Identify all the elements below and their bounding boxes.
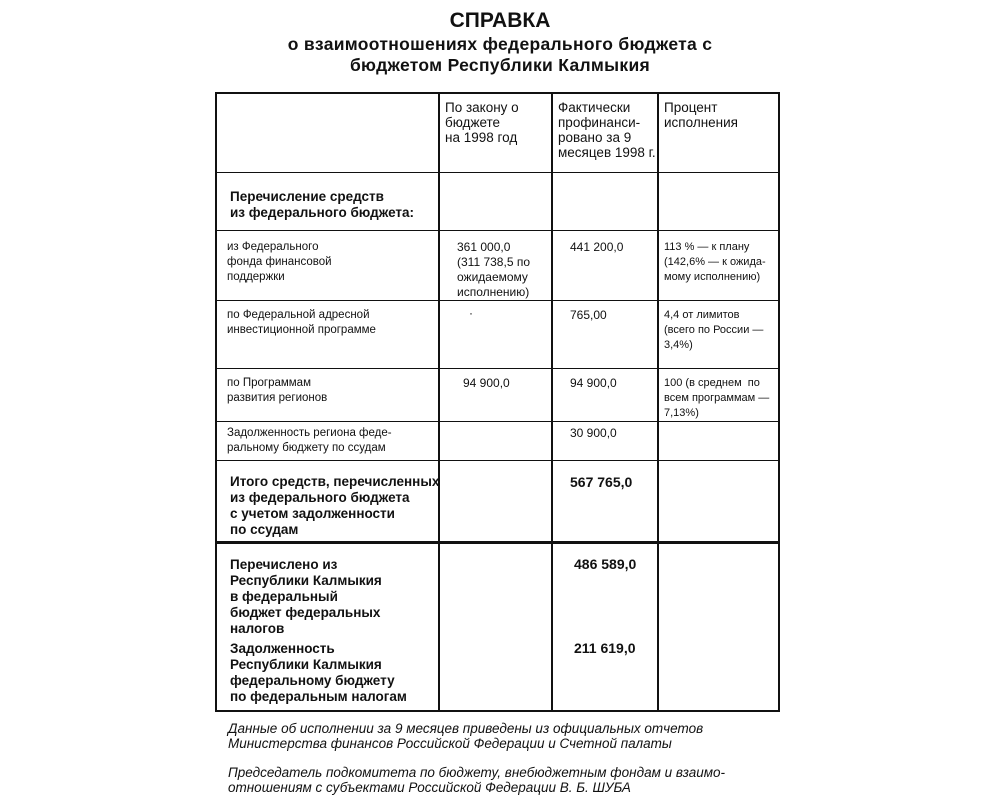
tax-debt-label: Задолженность Республики Калмыкия федеральному бюджету по федеральным налогам <box>230 641 407 704</box>
row-percent-regional-programs: 100 (в среднем по всем программам — 7,13%) <box>664 377 770 419</box>
document-title-block <box>215 8 785 76</box>
header-actual-financed: Фактически профинанси- ровано за 9 месяцев 1998 г. <box>558 100 656 160</box>
document-title: СПРАВКА <box>449 9 551 32</box>
budget-table <box>215 92 780 712</box>
header-execution-percent: Процент исполнения <box>664 100 738 130</box>
total-label: Итого средств, перечисленных из федерального бюджета с учетом задолженности по ссудам <box>230 474 440 537</box>
column-divider <box>438 94 440 710</box>
column-divider <box>551 94 553 710</box>
document-subtitle-line-2: бюджетом Республики Калмыкия <box>349 55 651 75</box>
document-subtitle-line-1: о взаимоотношениях федерального бюджета с <box>287 34 713 54</box>
row-actual-investment-program: 765,00 <box>570 308 607 322</box>
transferred-value: 486 589,0 <box>574 556 637 572</box>
row-divider <box>217 172 778 173</box>
row-divider <box>217 368 778 369</box>
header-law-budget: По закону о бюджете на 1998 год <box>445 100 519 145</box>
column-divider <box>657 94 659 710</box>
total-value: 567 765,0 <box>570 474 633 490</box>
tax-debt-value: 211 619,0 <box>574 640 636 656</box>
row-label-federal-support-fund: из Федерального фонда финансовой поддержки <box>227 241 332 283</box>
row-divider <box>217 230 778 231</box>
row-percent-federal-support-fund: 113 % — к плану (142,6% — к ожида- мому исполнению) <box>664 241 766 283</box>
row-actual-loan-debt: 30 900,0 <box>570 426 617 440</box>
transferred-label: Перечислено из Республики Калмыкия в федеральный бюджет федеральных налогов <box>230 557 382 636</box>
row-law-regional-programs: 94 900,0 <box>463 376 510 390</box>
section-heading: Перечисление средств из федерального бюджета: <box>230 189 415 220</box>
row-divider <box>217 460 778 461</box>
row-actual-regional-programs: 94 900,0 <box>570 376 617 390</box>
row-divider <box>217 300 778 301</box>
row-label-regional-programs: по Программам развития регионов <box>227 377 328 404</box>
row-law-investment-program: · <box>469 306 473 320</box>
row-divider <box>217 541 778 544</box>
row-law-federal-support-fund: 361 000,0 (311 738,5 по ожидаемому исполнению) <box>457 240 530 299</box>
row-label-loan-debt: Задолженность региона феде- ральному бюджету по ссудам <box>227 427 392 454</box>
source-note: Данные об исполнении за 9 месяцев приведены из официальных отчетов Министерства финансов Российской Федерации и Счетной палаты <box>228 721 704 751</box>
row-divider <box>217 421 778 422</box>
row-percent-investment-program: 4,4 от лимитов (всего по России — 3,4%) <box>664 309 764 351</box>
row-label-investment-program: по Федеральной адресной инвестиционной программе <box>227 309 376 336</box>
signature-note: Председатель подкомитета по бюджету, внебюджетным фондам и взаимо- отношениям с субъектами Российской Федерации В. Б. ШУБА <box>228 765 725 795</box>
row-actual-federal-support-fund: 441 200,0 <box>570 240 624 254</box>
